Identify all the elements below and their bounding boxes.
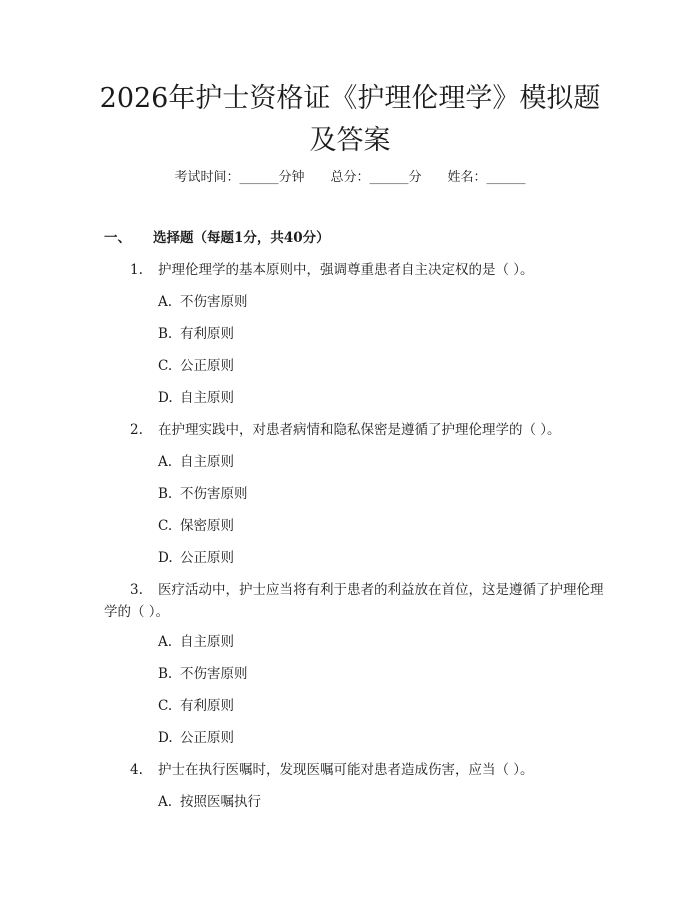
option-text: 自主原则 xyxy=(180,634,234,650)
question-1 xyxy=(104,259,604,281)
option-1a xyxy=(158,292,248,312)
option-text: 公正原则 xyxy=(180,550,234,566)
option-text: 有利原则 xyxy=(180,326,234,342)
option-1b xyxy=(158,324,234,344)
question-number: 4. xyxy=(130,762,143,778)
section-heading xyxy=(104,228,330,248)
question-2 xyxy=(104,419,604,441)
option-2c xyxy=(158,516,234,536)
exam-time-unit: 分钟 xyxy=(278,170,305,185)
option-text: 自主原则 xyxy=(180,454,234,470)
option-label: C. xyxy=(158,358,173,374)
option-2b xyxy=(158,484,248,504)
option-text: 自主原则 xyxy=(180,390,234,406)
question-number: 2. xyxy=(130,422,143,438)
option-label: A. xyxy=(158,794,173,810)
option-text: 公正原则 xyxy=(180,358,234,374)
total-score-blank: ______ xyxy=(369,170,409,185)
question-number: 3. xyxy=(130,582,143,598)
option-label: A. xyxy=(158,294,173,310)
option-label: B. xyxy=(158,486,173,502)
option-3a xyxy=(158,632,234,652)
exam-time-blank: ______ xyxy=(239,170,279,185)
option-text: 不伤害原则 xyxy=(180,294,248,310)
name-blank: ______ xyxy=(486,170,526,185)
option-3c xyxy=(158,696,234,716)
option-text: 保密原则 xyxy=(180,518,234,534)
option-label: D. xyxy=(158,550,173,566)
document-title: 2026年护士资格证《护理伦理学》模拟题及答案 xyxy=(99,83,601,156)
question-text: 在护理实践中，对患者病情和隐私保密是遵循了护理伦理学的（ ）。 xyxy=(158,422,561,438)
question-number: 1. xyxy=(130,262,143,278)
option-text: 不伤害原则 xyxy=(180,666,248,682)
option-label: A. xyxy=(158,634,173,650)
option-label: D. xyxy=(158,390,173,406)
option-label: B. xyxy=(158,326,173,342)
option-3d xyxy=(158,728,234,748)
option-label: C. xyxy=(158,698,173,714)
option-label: C. xyxy=(158,518,173,534)
total-score-label: 总分： xyxy=(330,170,370,185)
exam-meta-line xyxy=(0,168,700,188)
question-text: 医疗活动中，护士应当将有利于患者的利益放在首位，这是遵循了护理伦理学的（ ）。 xyxy=(104,582,604,620)
option-text: 有利原则 xyxy=(180,698,234,714)
option-1c xyxy=(158,356,234,376)
option-1d xyxy=(158,388,234,408)
option-3b xyxy=(158,664,248,684)
question-3 xyxy=(104,579,604,623)
option-4a xyxy=(158,792,261,812)
question-text: 护理伦理学的基本原则中，强调尊重患者自主决定权的是（ ）。 xyxy=(158,262,534,278)
exam-time-label: 考试时间： xyxy=(174,170,240,185)
name-label: 姓名： xyxy=(447,170,487,185)
option-text: 按照医嘱执行 xyxy=(180,794,261,810)
question-text: 护士在执行医嘱时，发现医嘱可能对患者造成伤害，应当（ ）。 xyxy=(158,762,534,778)
section-number: 一、 xyxy=(104,230,131,246)
option-label: B. xyxy=(158,666,173,682)
option-2a xyxy=(158,452,234,472)
option-label: A. xyxy=(158,454,173,470)
section-title: 选择题（每题1分，共40分） xyxy=(153,230,330,246)
question-4 xyxy=(104,759,604,781)
option-text: 不伤害原则 xyxy=(180,486,248,502)
option-2d xyxy=(158,548,234,568)
total-score-unit: 分 xyxy=(408,170,422,185)
option-label: D. xyxy=(158,730,173,746)
option-text: 公正原则 xyxy=(180,730,234,746)
